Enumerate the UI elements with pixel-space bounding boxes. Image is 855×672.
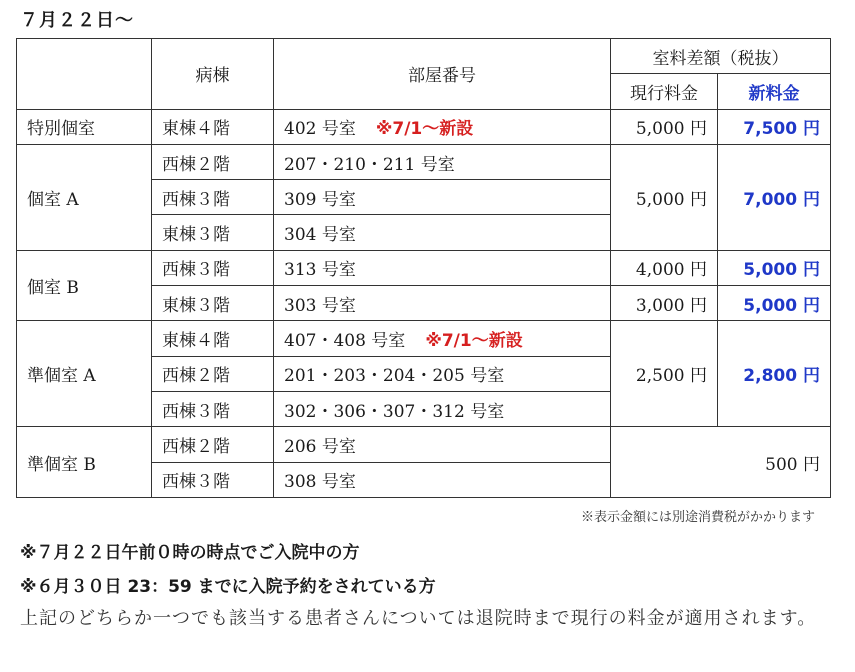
ward-cell: 西棟２階 bbox=[152, 427, 274, 462]
ward-cell: 西棟３階 bbox=[152, 250, 274, 285]
room-cell: 304 号室 bbox=[274, 215, 611, 250]
category-cell: 準個室 B bbox=[17, 427, 152, 498]
current-fee-cell: 5,000 円 bbox=[611, 144, 718, 250]
category-cell: 特別個室 bbox=[17, 109, 152, 144]
table-row bbox=[17, 321, 831, 356]
explanation-text: 上記のどちらか一つでも該当する患者さんについては退院時まで現行の料金が適用されます。 bbox=[20, 608, 817, 629]
table-header-row bbox=[17, 39, 831, 74]
ward-cell: 東棟４階 bbox=[152, 109, 274, 144]
new-room-note: ※7/1～新設 bbox=[425, 331, 523, 352]
new-fee-cell: 2,800 円 bbox=[718, 321, 831, 427]
table-row bbox=[17, 250, 831, 285]
room-numbers: 407・408 号室 bbox=[284, 331, 406, 352]
header-fee-group: 室料差額（税抜） bbox=[611, 39, 831, 74]
category-cell: 個室 B bbox=[17, 250, 152, 321]
current-fee-cell: 3,000 円 bbox=[611, 286, 718, 321]
room-numbers: 402 号室 bbox=[284, 119, 356, 140]
header-ward: 病棟 bbox=[152, 39, 274, 110]
table-row bbox=[17, 144, 831, 179]
room-cell: 308 号室 bbox=[274, 462, 611, 497]
fee-cell: 500 円 bbox=[611, 427, 831, 498]
room-cell: 303 号室 bbox=[274, 286, 611, 321]
current-fee-cell: 5,000 円 bbox=[611, 109, 718, 144]
category-cell: 個室 A bbox=[17, 144, 152, 250]
ward-cell: 西棟３階 bbox=[152, 462, 274, 497]
table-row bbox=[17, 109, 831, 144]
ward-cell: 西棟２階 bbox=[152, 144, 274, 179]
header-category-cell bbox=[17, 39, 152, 110]
new-fee-cell: 7,000 円 bbox=[718, 144, 831, 250]
ward-cell: 西棟３階 bbox=[152, 180, 274, 215]
room-cell: 207・210・211 号室 bbox=[274, 144, 611, 179]
category-cell: 準個室 A bbox=[17, 321, 152, 427]
room-cell bbox=[274, 321, 611, 356]
tax-note: ※表示金額には別途消費税がかかります bbox=[580, 510, 815, 525]
ward-cell: 東棟３階 bbox=[152, 215, 274, 250]
header-room-number: 部屋番号 bbox=[274, 39, 611, 110]
ward-cell: 西棟３階 bbox=[152, 391, 274, 426]
room-cell: 206 号室 bbox=[274, 427, 611, 462]
header-current-fee: 現行料金 bbox=[611, 74, 718, 109]
current-fee-cell: 2,500 円 bbox=[611, 321, 718, 427]
ward-cell: 東棟３階 bbox=[152, 286, 274, 321]
new-fee-cell: 5,000 円 bbox=[718, 286, 831, 321]
new-fee-cell: 5,000 円 bbox=[718, 250, 831, 285]
room-cell: 201・203・204・205 号室 bbox=[274, 356, 611, 391]
room-cell bbox=[274, 109, 611, 144]
room-cell: 309 号室 bbox=[274, 180, 611, 215]
new-fee-cell: 7,500 円 bbox=[718, 109, 831, 144]
room-fee-table bbox=[16, 38, 831, 498]
page-heading: ７月２２日～ bbox=[20, 10, 134, 31]
new-room-note: ※7/1～新設 bbox=[375, 119, 474, 140]
header-new-fee: 新料金 bbox=[718, 74, 831, 109]
condition-line: ※６月３０日 23：59 までに入院予約をされている方 bbox=[20, 577, 436, 597]
table-row bbox=[17, 427, 831, 462]
ward-cell: 東棟４階 bbox=[152, 321, 274, 356]
current-fee-cell: 4,000 円 bbox=[611, 250, 718, 285]
room-cell: 313 号室 bbox=[274, 250, 611, 285]
ward-cell: 西棟２階 bbox=[152, 356, 274, 391]
room-cell: 302・306・307・312 号室 bbox=[274, 391, 611, 426]
condition-line: ※７月２２日午前０時の時点でご入院中の方 bbox=[20, 543, 360, 563]
